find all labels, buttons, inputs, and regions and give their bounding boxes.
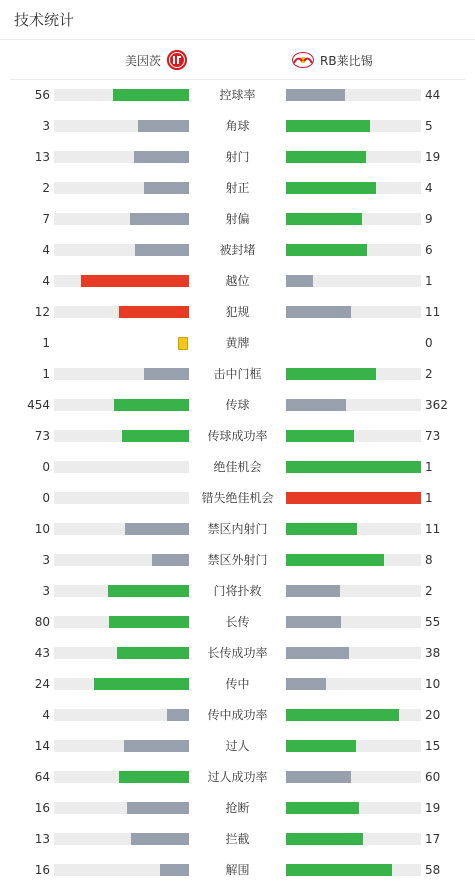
- away-value: 17: [425, 832, 441, 846]
- away-value: 6: [425, 243, 433, 257]
- away-bar: [286, 709, 399, 721]
- stat-label: 禁区内射门: [207, 522, 268, 536]
- home-bar-track: [54, 585, 189, 597]
- home-bar-track: [54, 213, 189, 225]
- away-value: 44: [425, 88, 441, 102]
- away-bar-track: [286, 616, 421, 628]
- away-bar-track: [286, 244, 421, 256]
- home-bar: [117, 647, 189, 659]
- home-bar: [113, 89, 189, 101]
- home-bar-track: [54, 306, 189, 318]
- away-bar-track: [286, 833, 421, 845]
- away-bar: [286, 802, 359, 814]
- home-bar-track: [54, 182, 189, 194]
- home-value: 1: [42, 336, 50, 350]
- stat-row: [0, 111, 475, 142]
- home-bar: [167, 709, 190, 721]
- home-bar: [135, 244, 189, 256]
- home-bar: [108, 585, 189, 597]
- stats-list: [0, 80, 475, 886]
- stat-label: 长传: [225, 615, 250, 629]
- header: [0, 0, 475, 40]
- away-bar: [286, 740, 356, 752]
- stat-label: 抢断: [225, 801, 250, 815]
- away-value: 38: [425, 646, 441, 660]
- away-value: 58: [425, 863, 441, 877]
- home-value: 80: [34, 615, 50, 629]
- away-bar: [286, 585, 340, 597]
- away-bar: [286, 244, 367, 256]
- home-bar: [144, 368, 189, 380]
- home-bar-track: [54, 430, 189, 442]
- stat-label: 击中门框: [213, 367, 262, 381]
- away-bar-track: [286, 461, 421, 473]
- home-bar-track: [54, 802, 189, 814]
- stat-row: [0, 638, 475, 669]
- away-bar: [286, 430, 354, 442]
- stat-label: 门将扑救: [213, 584, 262, 598]
- home-bar-track: [54, 275, 189, 287]
- home-value: 12: [34, 305, 50, 319]
- away-bar: [286, 368, 376, 380]
- home-bar-track: [54, 461, 189, 473]
- stat-row: [0, 762, 475, 793]
- stat-label: 过人: [225, 739, 250, 753]
- stat-label: 传中成功率: [207, 708, 268, 722]
- home-value: 0: [42, 460, 50, 474]
- stat-row: [0, 204, 475, 235]
- home-bar: [138, 120, 189, 132]
- home-bar-track: [54, 554, 189, 566]
- stat-row: [0, 607, 475, 638]
- home-value: 24: [34, 677, 50, 691]
- stat-row: [0, 390, 475, 421]
- stat-row: [0, 700, 475, 731]
- stat-label: 射门: [225, 150, 250, 164]
- home-bar: [122, 430, 190, 442]
- away-bar: [286, 89, 345, 101]
- home-bar: [160, 864, 189, 876]
- away-bar-track: [286, 864, 421, 876]
- home-value: 4: [42, 708, 50, 722]
- home-bar-track: [54, 833, 189, 845]
- away-bar: [286, 120, 370, 132]
- stat-label: 射偏: [225, 212, 250, 226]
- stat-label: 长传成功率: [207, 646, 268, 660]
- home-team-name: 美因茨: [125, 53, 162, 68]
- stat-label: 角球: [225, 119, 250, 133]
- home-bar: [144, 182, 189, 194]
- home-bar-track: [54, 492, 189, 504]
- away-bar-track: [286, 213, 421, 225]
- home-bar-track: [54, 864, 189, 876]
- home-bar-track: [54, 399, 189, 411]
- home-bar-track: [54, 616, 189, 628]
- home-bar-track: [54, 89, 189, 101]
- away-bar-track: [286, 368, 421, 380]
- away-value: 1: [425, 460, 433, 474]
- away-bar-track: [286, 399, 421, 411]
- home-value: 16: [34, 863, 50, 877]
- stat-label: 越位: [225, 274, 250, 288]
- away-value: 9: [425, 212, 433, 226]
- home-value: 56: [34, 88, 50, 102]
- away-bar: [286, 616, 341, 628]
- home-bar-track: [54, 368, 189, 380]
- away-bar: [286, 523, 357, 535]
- stat-row: [0, 824, 475, 855]
- away-bar: [286, 771, 351, 783]
- home-value: 43: [34, 646, 50, 660]
- home-bar: [127, 802, 189, 814]
- stat-row: [0, 359, 475, 390]
- home-bar: [131, 833, 190, 845]
- stat-row: [0, 793, 475, 824]
- stat-row: [0, 514, 475, 545]
- away-bar-track: [286, 554, 421, 566]
- home-bar-track: [54, 523, 189, 535]
- stat-label: 传中: [225, 677, 250, 691]
- home-value: 14: [34, 739, 50, 753]
- away-bar: [286, 678, 326, 690]
- home-bar-track: [54, 151, 189, 163]
- home-bar: [119, 771, 189, 783]
- away-value: 15: [425, 739, 441, 753]
- mainz-logo-icon: [167, 50, 187, 70]
- stat-label: 绝佳机会: [213, 460, 262, 474]
- home-bar-track: [54, 120, 189, 132]
- home-value: 73: [34, 429, 50, 443]
- home-value: 16: [34, 801, 50, 815]
- away-bar-track: [286, 151, 421, 163]
- stat-label: 解围: [225, 863, 250, 877]
- away-value: 55: [425, 615, 441, 629]
- away-value: 19: [425, 801, 441, 815]
- home-value: 3: [42, 584, 50, 598]
- stat-label: 传球: [225, 398, 250, 412]
- home-team[interactable]: [125, 40, 187, 80]
- home-value: 4: [42, 274, 50, 288]
- stat-label: 犯规: [225, 305, 250, 319]
- home-bar: [152, 554, 189, 566]
- away-bar-track: [286, 120, 421, 132]
- rb-leipzig-logo-icon: [292, 52, 314, 68]
- stat-row: [0, 855, 475, 886]
- stat-row: [0, 483, 475, 514]
- away-bar: [286, 461, 421, 473]
- home-bar: [130, 213, 189, 225]
- away-bar-track: [286, 585, 421, 597]
- away-bar-track: [286, 182, 421, 194]
- stat-row: [0, 545, 475, 576]
- stat-row: [0, 731, 475, 762]
- away-bar: [286, 554, 384, 566]
- away-bar: [286, 182, 376, 194]
- home-value: 13: [34, 832, 50, 846]
- away-bar: [286, 647, 349, 659]
- away-value: 10: [425, 677, 441, 691]
- stat-label: 射正: [225, 181, 250, 195]
- home-bar: [119, 306, 189, 318]
- away-value: 20: [425, 708, 441, 722]
- home-value: 64: [34, 770, 50, 784]
- away-value: 4: [425, 181, 433, 195]
- page-title: 技术统计: [14, 11, 75, 29]
- home-bar-track: [54, 244, 189, 256]
- stat-row: [0, 421, 475, 452]
- away-bar-track: [286, 678, 421, 690]
- away-bar-track: [286, 430, 421, 442]
- away-bar-track: [286, 771, 421, 783]
- away-value: 2: [425, 584, 433, 598]
- stat-label: 拦截: [225, 832, 250, 846]
- away-value: 362: [425, 398, 448, 412]
- away-value: 8: [425, 553, 433, 567]
- away-value: 60: [425, 770, 441, 784]
- home-value: 1: [42, 367, 50, 381]
- stat-row: [0, 173, 475, 204]
- home-bar-track: [54, 709, 189, 721]
- away-bar: [286, 833, 363, 845]
- away-bar-track: [286, 492, 421, 504]
- home-value: 0: [42, 491, 50, 505]
- home-value: 7: [42, 212, 50, 226]
- away-bar-track: [286, 523, 421, 535]
- away-value: 1: [425, 491, 433, 505]
- home-value: 3: [42, 119, 50, 133]
- away-bar-track: [286, 275, 421, 287]
- away-value: 19: [425, 150, 441, 164]
- home-value: 13: [34, 150, 50, 164]
- away-bar-track: [286, 89, 421, 101]
- home-bar: [94, 678, 189, 690]
- stat-label: 禁区外射门: [207, 553, 268, 567]
- stat-row: [0, 576, 475, 607]
- stat-label: 过人成功率: [207, 770, 268, 784]
- home-bar-track: [54, 771, 189, 783]
- away-bar-track: [286, 306, 421, 318]
- stat-label: 错失绝佳机会: [201, 491, 274, 505]
- away-value: 0: [425, 336, 433, 350]
- home-bar: [124, 740, 189, 752]
- stat-label: 黄牌: [225, 336, 250, 350]
- away-bar-track: [286, 709, 421, 721]
- home-bar-track: [54, 647, 189, 659]
- yellow-card-icon: [178, 337, 188, 350]
- home-bar-track: [54, 740, 189, 752]
- home-value: 454: [27, 398, 50, 412]
- away-bar: [286, 399, 346, 411]
- stat-row: [0, 452, 475, 483]
- away-value: 5: [425, 119, 433, 133]
- home-value: 3: [42, 553, 50, 567]
- stat-row: [0, 235, 475, 266]
- away-bar-track: [286, 802, 421, 814]
- stat-label: 被封堵: [219, 243, 256, 257]
- stat-row: [0, 80, 475, 111]
- away-bar: [286, 213, 362, 225]
- away-bar: [286, 306, 351, 318]
- home-value: 10: [34, 522, 50, 536]
- stat-row: [0, 669, 475, 700]
- home-bar: [125, 523, 189, 535]
- away-bar: [286, 492, 421, 504]
- away-bar: [286, 151, 366, 163]
- away-bar-track: [286, 647, 421, 659]
- home-bar: [134, 151, 189, 163]
- home-bar: [81, 275, 189, 287]
- stat-label: 控球率: [219, 88, 256, 102]
- away-bar: [286, 864, 392, 876]
- stat-row: [0, 328, 475, 359]
- away-bar: [286, 275, 313, 287]
- away-value: 73: [425, 429, 441, 443]
- teams-header: [10, 40, 465, 80]
- stat-row: [0, 266, 475, 297]
- away-bar-track: [286, 740, 421, 752]
- stat-row: [0, 142, 475, 173]
- home-bar: [109, 616, 189, 628]
- away-value: 11: [425, 305, 441, 319]
- home-bar: [114, 399, 189, 411]
- home-value: 4: [42, 243, 50, 257]
- home-bar-track: [54, 678, 189, 690]
- away-team-name: RB莱比锡: [320, 53, 373, 68]
- stat-row: [0, 297, 475, 328]
- stat-label: 传球成功率: [207, 429, 268, 443]
- away-team[interactable]: [292, 40, 373, 80]
- home-value: 2: [42, 181, 50, 195]
- away-value: 2: [425, 367, 433, 381]
- away-value: 11: [425, 522, 441, 536]
- away-value: 1: [425, 274, 433, 288]
